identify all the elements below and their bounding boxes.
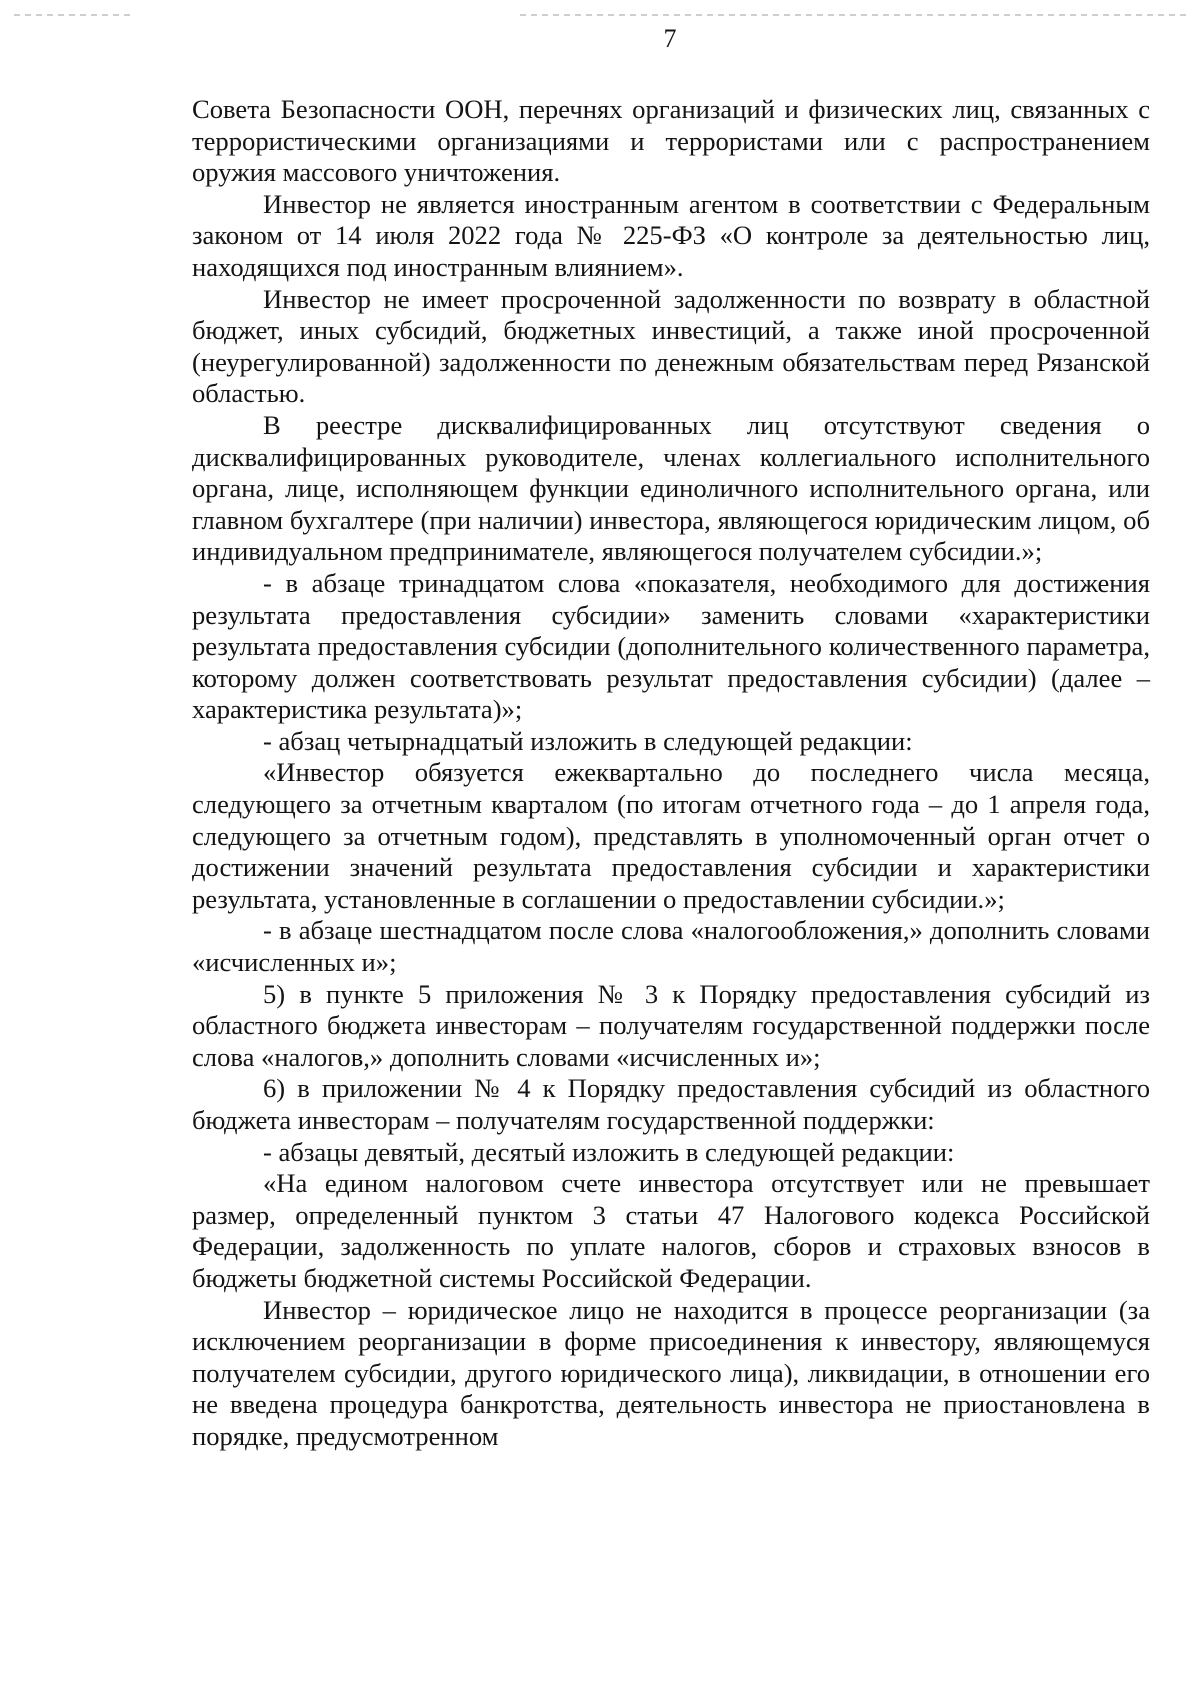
paragraph-7: «Инвестор обязуется ежеквартально до последнего числа месяца, следующего за отчетным кварталом (по итогам отчетного года – до 1 апреля года, следующего за отчетным годом), представлять в уполномоченный орган отчет о достижении значений результата предоставления субсидии и характеристики результата, установленные в соглашении о предоставлении субсидии.»;: [192, 757, 1150, 914]
scan-edge-left: [14, 14, 134, 16]
paragraph-10: 6) в приложении № 4 к Порядку предоставления субсидий из областного бюджета инвесторам – получателям государственной поддержки:: [192, 1073, 1150, 1135]
paragraph-8: - в абзаце шестнадцатом после слова «налогообложения,» дополнить словами «исчисленных и»;: [192, 915, 1150, 978]
paragraph-1: Совета Безопасности ООН, перечнях организаций и физических лиц, связанных с террористическими организациями и террористами или с распространением оружия массового уничтожения.: [192, 94, 1150, 188]
scan-edge-top: [520, 14, 1190, 16]
paragraph-9: 5) в пункте 5 приложения № 3 к Порядку предоставления субсидий из областного бюджета инвесторам – получателям государственной поддержки после слова «налогов,» дополнить словами «исчисленных и»;: [192, 978, 1150, 1072]
document-body: [192, 94, 1150, 1453]
paragraph-5: - в абзаце тринадцатом слова «показателя, необходимого для достижения результата предоставления субсидии» заменить словами «характеристики результата предоставления субсидии (дополнительного количественного параметра, которому должен соответствовать результат предоставления субсидии) (далее – характеристика результата)»;: [192, 567, 1150, 725]
paragraph-6: - абзац четырнадцатый изложить в следующей редакции:: [263, 725, 913, 756]
paragraph-13: Инвестор – юридическое лицо не находится в процессе реорганизации (за исключением реорганизации в форме присоединения к инвестору, являющемуся получателем субсидии, другого юридического лица), ликвидации, в отношении его не введена процедура банкротства, деятельность инвестора не приостановлена в порядке, предусмотренном: [192, 1294, 1150, 1451]
paragraph-3: Инвестор не имеет просроченной задолженности по возврату в областной бюджет, иных субсидий, бюджетных инвестиций, а также иной просроченной (неурегулированной) задолженности по денежным обязательствам перед Рязанской областью.: [192, 283, 1150, 409]
paragraph-11: - абзацы девятый, десятый изложить в следующей редакции:: [263, 1136, 955, 1167]
paragraph-2: Инвестор не является иностранным агентом в соответствии с Федеральным законом от 14 июля 2022 года № 225-ФЗ «О контроле за деятельностью лиц, находящихся под иностранным влиянием».: [192, 188, 1150, 282]
paragraph-12: «На едином налоговом счете инвестора отсутствует или не превышает размер, определенный пунктом 3 статьи 47 Налогового кодекса Российской Федерации, задолженность по уплате налогов, сборов и страховых взносов в бюджеты бюджетной системы Российской Федерации.: [192, 1168, 1150, 1293]
paragraph-4: В реестре дисквалифицированных лиц отсутствуют сведения о дисквалифицированных руководителе, членах коллегиального исполнительного органа, лице, исполняющем функции единоличного исполнительного органа, или главном бухгалтере (при наличии) инвестора, являющегося юридическим лицом, об индивидуальном предпринимателе, являющегося получателем субсидии.»;: [192, 409, 1150, 567]
page-number: 7: [663, 24, 677, 53]
